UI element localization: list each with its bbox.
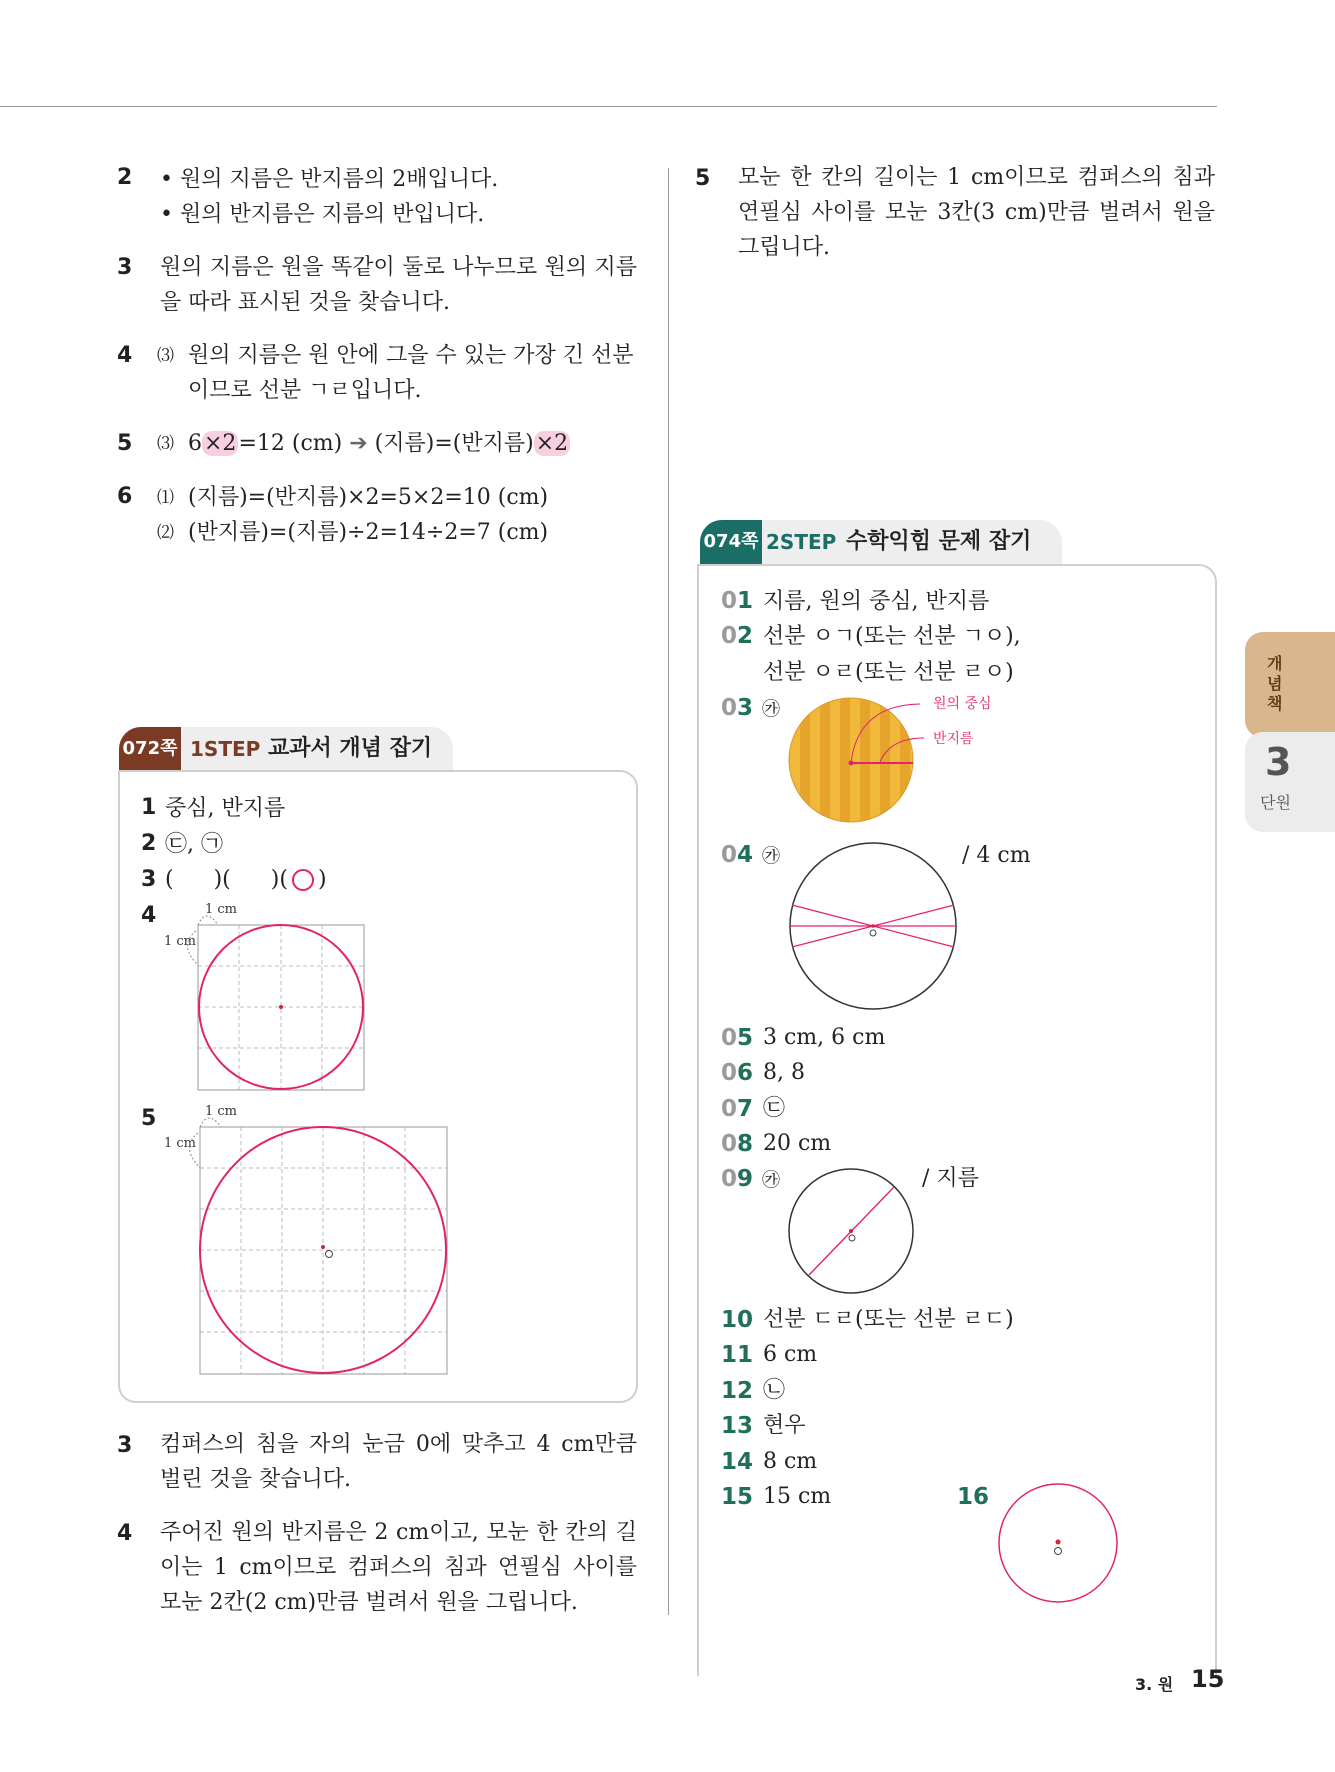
label-radius: 반지름 (933, 731, 974, 747)
section-title: 교과서 개념 잡기 (268, 736, 433, 761)
sub-number: ⑶ (157, 346, 174, 366)
formula-part: =12 (cm) (238, 431, 343, 456)
unit-label-top: 1 cm (205, 1104, 238, 1119)
q-line: (반지름)=(지름)÷2=14÷2=7 (cm) (188, 520, 549, 545)
a-answer: / 지름 (922, 1166, 979, 1191)
unit-label-top: 1 cm (205, 902, 238, 917)
a-answer: / 4 cm (962, 843, 1031, 868)
a-text: 8 cm (763, 1449, 818, 1474)
coin-circle-figure (780, 690, 1030, 830)
a-text: ㉢ (763, 1096, 786, 1121)
a-number: 12 (721, 1378, 754, 1404)
column-divider (668, 168, 669, 1615)
q-number: 6 (117, 484, 133, 509)
unit-label-left: 1 cm (164, 934, 197, 949)
example-mark: ㉮ (762, 1170, 780, 1191)
a-number: 1 (141, 795, 157, 820)
q-text: 주어진 원의 반지름은 2 cm이고, 모눈 한 칸의 길이는 1 cm이므로 컴퍼스의 침과 연필심 사이를 모눈 2칸(2 cm)만큼 벌려서 원을 그립니다. (160, 1520, 637, 1615)
a-text: 현우 (763, 1413, 806, 1438)
a-text: 15 cm (763, 1484, 832, 1509)
a-text: 선분 ㄷㄹ(또는 선분 ㄹㄷ) (763, 1307, 1014, 1332)
q-text: 컴퍼스의 침을 자의 눈금 0에 맞추고 4 cm만큼 벌린 것을 찾습니다. (160, 1432, 637, 1492)
q-line: (지름)=(반지름)×2=5×2=10 (cm) (188, 485, 549, 510)
a-number: 11 (721, 1342, 754, 1368)
unit-tab[interactable] (1245, 732, 1335, 832)
q-number: 3 (117, 1433, 133, 1458)
a-number: 01 (721, 588, 754, 614)
a-number: 14 (721, 1449, 754, 1475)
q-number: 5 (117, 431, 133, 456)
q-number: 2 (117, 165, 133, 190)
section-title: 수학익힘 문제 잡기 (846, 529, 1032, 554)
a-number: 09 (721, 1166, 754, 1192)
page-badge: 072쪽 (119, 727, 181, 771)
unit-number: 3 (1265, 740, 1292, 784)
a-number: 06 (721, 1060, 754, 1086)
formula-part: 6 (188, 431, 202, 456)
q-line: 원의 지름은 원 안에 그을 수 있는 가장 긴 선분 (188, 343, 634, 368)
a-line: 선분 ㅇㄱ(또는 선분 ㄱㅇ), (763, 624, 1021, 649)
concept-book-tab[interactable] (1245, 632, 1335, 738)
paren: ) (317, 867, 327, 892)
a-line: 선분 ㅇㄹ(또는 선분 ㄹㅇ) (763, 660, 1014, 685)
step-label: 1STEP (190, 737, 261, 761)
arrow-icon: ➔ (349, 431, 368, 456)
highlight-times-two: ×2 (535, 431, 569, 456)
a3-choices (165, 862, 327, 897)
a-text: 중심, 반지름 (165, 796, 286, 821)
formula-part: (지름)=(반지름) (374, 431, 534, 456)
a-text: 6 cm (763, 1342, 818, 1367)
diameter-circle-figure (785, 840, 965, 1015)
a-number: 3 (141, 867, 157, 892)
grid-circle-figure-4 (150, 895, 390, 1095)
formula (188, 426, 570, 461)
q-line: • 원의 지름은 반지름의 2배입니다. (160, 167, 499, 192)
grid-circle-figure-5 (150, 1097, 460, 1382)
label-center: 원의 중심 (933, 696, 992, 712)
example-mark: ㉮ (762, 699, 780, 720)
top-rule (0, 106, 1217, 107)
a-number: 5 (141, 1106, 157, 1131)
page-number: 15 (1191, 1665, 1225, 1693)
q-number: 3 (117, 255, 133, 280)
sub-number: ⑶ (157, 434, 174, 454)
a-text: ㉢, ㉠ (165, 832, 223, 857)
a-number: 08 (721, 1131, 754, 1157)
a-number: 4 (141, 903, 157, 928)
page-badge: 074쪽 (700, 520, 762, 564)
answer16-circle-figure (995, 1480, 1125, 1610)
a-text: 지름, 원의 중심, 반지름 (763, 589, 990, 614)
sub-number: ⑴ (157, 488, 174, 508)
q-line: • 원의 반지름은 지름의 반입니다. (160, 202, 485, 227)
single-diameter-circle-figure (785, 1165, 915, 1295)
a-text: 8, 8 (763, 1060, 805, 1085)
q-text: 모눈 한 칸의 길이는 1 cm이므로 컴퍼스의 침과 연필심 사이를 모눈 3칸(3 cm)만큼 벌려서 원을 그립니다. (738, 165, 1215, 260)
a-number: 02 (721, 623, 754, 649)
paren: ( (165, 867, 174, 892)
tab-label: 개념책 (1267, 654, 1283, 713)
paren: )( (270, 867, 288, 892)
q-number: 5 (695, 166, 711, 191)
a-number: 2 (141, 831, 157, 856)
a-number: 04 (721, 842, 754, 868)
sub-number: ⑵ (157, 523, 174, 543)
unit-label: 단원 (1260, 793, 1291, 812)
a-number: 13 (721, 1413, 754, 1439)
a-number: 03 (721, 695, 754, 721)
a-text: 3 cm, 6 cm (763, 1025, 886, 1050)
q-text: 원의 지름은 원을 똑같이 둘로 나누므로 원의 지름을 따라 표시된 것을 찾습니다. (160, 255, 637, 315)
footer-chapter: 3. 원 (1135, 1675, 1174, 1694)
q-number: 4 (117, 343, 133, 368)
a-number: 15 (721, 1484, 754, 1510)
highlight-times-two: ×2 (204, 431, 237, 456)
example-mark: ㉮ (762, 846, 780, 867)
a-number: 05 (721, 1025, 754, 1051)
a-text: ㉡ (763, 1378, 786, 1403)
a-number: 07 (721, 1096, 754, 1122)
a-number: 10 (721, 1307, 754, 1333)
step-label: 2STEP (766, 530, 837, 554)
unit-label-left: 1 cm (164, 1136, 197, 1151)
q-number: 4 (117, 1521, 133, 1546)
a-number: 16 (957, 1484, 990, 1510)
q-line: 이므로 선분 ㄱㄹ입니다. (188, 378, 422, 403)
a-text: 20 cm (763, 1131, 832, 1156)
paren: )( (213, 867, 231, 892)
